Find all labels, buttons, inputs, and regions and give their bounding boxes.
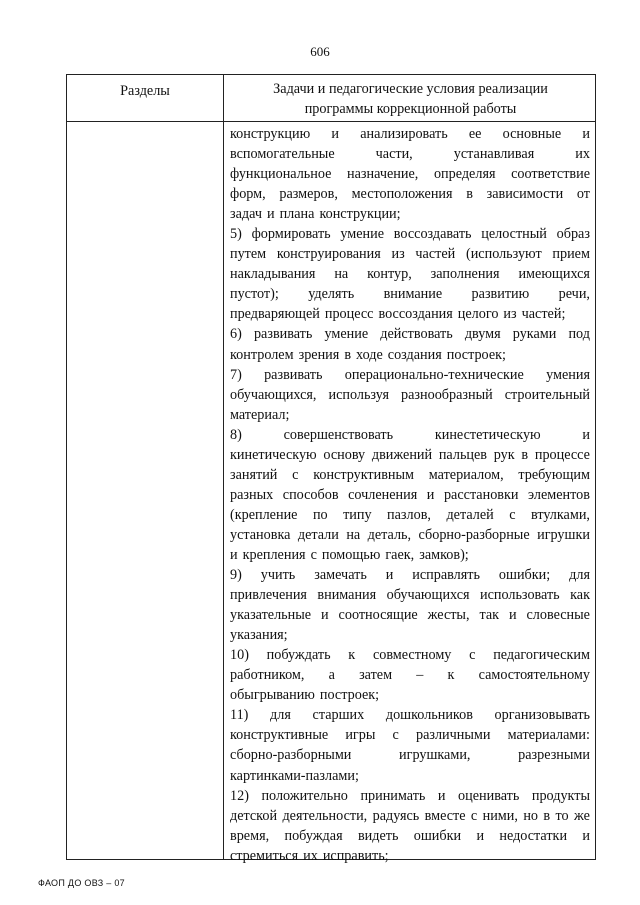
word: построек; [319,687,380,704]
word: ходе [356,346,383,363]
content-table [66,74,596,864]
header-tasks [224,79,597,119]
word: (используют [465,246,542,263]
word: замечать [314,567,367,584]
text-line [230,264,590,284]
word: материалом, [428,466,504,483]
tasks-text [230,124,590,866]
word: с [469,647,476,664]
word: расстановки [443,486,519,503]
word: форм, [230,186,266,203]
word: зрения [298,346,340,363]
word: с [310,546,317,563]
word: способов [282,486,339,503]
word: развитию [471,286,530,303]
word: различными [415,727,491,744]
word: же [574,807,590,824]
text-line [230,725,590,745]
header-tasks-line-2: программы коррекционной работы [304,101,517,117]
word: затем [359,667,393,684]
word: использовать [479,587,560,604]
word: ошибки [413,827,462,844]
word: внимание [383,286,443,303]
word: воссоздания [378,306,453,323]
word: материалами: [507,727,590,744]
text-line [230,665,590,685]
word: и [266,206,275,223]
word: а [328,667,335,684]
word: для [270,707,291,724]
text-line [230,284,590,304]
word: и [582,126,590,142]
word: и [230,546,238,563]
word: ее [468,126,482,142]
word: обыгрыванию [230,687,315,704]
word: рук [493,446,515,463]
word: построек; [446,346,506,363]
word: зависимости [486,186,564,203]
word: обучающихся, [230,386,317,403]
word: деталь, [367,526,412,543]
word: исправлять [412,567,480,584]
word: развивать [253,326,313,343]
text-line [230,204,590,224]
word: из [503,306,517,323]
word: детали [297,526,339,543]
header-divider [67,121,595,122]
word: конструкцию [230,126,311,142]
word: процесс [324,306,374,323]
word: деталей [446,506,494,523]
word: 9) [230,567,242,584]
word: картинками-пазлами; [230,767,359,784]
word: и [331,126,339,142]
column-divider [223,75,224,859]
word: и [508,607,517,624]
word: работником, [230,667,305,684]
page-number: 606 [310,44,330,59]
word: под [568,326,590,343]
text-line [230,425,590,445]
word: старших [312,707,365,724]
text-line [230,304,590,324]
text-line [230,445,590,465]
word: частей [415,246,456,263]
word: с [509,506,516,523]
text-line [230,545,590,565]
word: ними, [482,807,518,824]
word: разнообразный [401,386,493,403]
word: 10) [230,647,249,664]
word: руками [512,326,557,343]
word: обучающихся [386,587,470,604]
word: 12) [230,787,249,804]
word: определяя [433,166,496,183]
word: требующим [518,466,590,483]
word: целостный [481,226,547,243]
word: то [555,807,569,824]
word: к [348,647,356,664]
word: и [437,787,446,804]
word: кинетическую [230,446,317,463]
word: крепления [242,546,306,563]
word: пустот); [230,286,279,303]
word: 7) [230,366,242,383]
word: в [521,446,529,463]
header-sections: Разделы [120,83,170,99]
text-line [230,485,590,505]
word: радуясь [372,807,420,824]
word: местоположения [351,186,453,203]
word: пальцев [438,446,487,463]
word: в [466,186,473,203]
text-line [230,585,590,605]
word: 5) [230,226,242,243]
word: (крепление [230,506,298,523]
word: игрушками, [399,747,471,764]
word: накладывания [230,266,316,283]
word: игрушки [537,526,590,543]
word: движений [371,446,433,463]
word: уделять [308,286,355,303]
header-tasks-line-1: Задачи и педагогические условия реализации [273,81,548,97]
word: их [303,847,318,864]
word: на [334,266,349,283]
text-line [230,745,590,765]
word: образ [556,226,590,243]
word: их [575,146,590,163]
word: предваряющей [230,306,320,323]
word: используя [328,386,389,403]
text-line [230,605,590,625]
word: операционально-технические [344,366,524,383]
word: назначение, [347,166,419,183]
word: от [576,186,590,203]
word: установка [230,526,291,543]
word: по [312,506,328,523]
text-line [230,324,590,344]
word: разрезными [518,747,590,764]
word: соотносящие [338,607,418,624]
word: замков); [419,546,469,563]
word: прием [552,246,590,263]
word: пазлов, [387,506,431,523]
text-line [230,806,590,826]
text-line [230,345,590,365]
text-line [230,224,590,244]
word: для [569,567,590,584]
word: видеть [357,827,399,844]
word: жесты, [427,607,470,624]
word: двумя [464,326,501,343]
word: совершенствовать [283,426,394,443]
word: устанавливая [453,146,535,163]
word: занятий [230,466,278,483]
word: конструктивным [313,466,415,483]
word: указания; [230,627,288,644]
word: совместному [372,647,452,664]
word: словесные [526,607,590,624]
text-line [230,826,590,846]
word: действовать [380,326,453,343]
word: организовывать [494,707,590,724]
word: и [426,486,435,503]
word: побуждать [266,647,331,664]
word: педагогическим [493,647,590,664]
text-line [230,124,590,144]
word: 11) [230,707,249,724]
word: и [321,607,329,624]
word: как [570,587,590,604]
word: привлечения [230,587,307,604]
word: путем [230,246,267,263]
word: и [476,827,485,844]
word: функциональное [230,166,332,183]
word: с [392,727,399,744]
word: процессе [534,446,590,463]
word: вспомогательные [230,146,335,163]
word: из [391,246,405,263]
word: сочленения [348,486,418,503]
word: с [292,466,299,483]
word: строительный [504,386,590,403]
text-line [230,244,590,264]
word: сборно-разборными [230,747,352,764]
word: с [470,807,478,824]
word: умения [546,366,590,383]
word: типу [343,506,372,523]
word: положительно [261,787,348,804]
word: воссоздавать [393,226,472,243]
word: – [416,667,424,684]
word: основные [502,126,562,142]
word: стремиться [230,847,299,864]
word: контур, [367,266,412,283]
word: время, [230,827,270,844]
word: но [523,807,539,824]
word: создания [387,346,442,363]
text-line [230,625,590,645]
text-line [230,405,590,425]
word: побуждая [284,827,343,844]
text-line [230,786,590,806]
word: ошибки; [498,567,551,584]
word: целого [457,306,499,323]
word: умение [324,326,369,343]
text-line [230,685,590,705]
text-line [230,465,590,485]
word: имеющихся [518,266,590,283]
text-line [230,365,590,385]
text-line [230,144,590,164]
word: продукты [531,787,590,804]
word: исправить; [322,847,389,864]
text-line [230,184,590,204]
word: развивать [264,366,323,383]
word: формировать [251,226,331,243]
word: и [582,827,590,844]
word: к [447,667,455,684]
word: дошкольников [385,707,473,724]
text-line [230,525,590,545]
word: плана [279,206,315,223]
word: недостатки [499,827,568,844]
word: основу [323,446,366,463]
word: задач [230,206,262,223]
word: игры [345,727,376,744]
word: сборно-разборные [418,526,530,543]
word: частей; [521,306,566,323]
word: самостоятельному [478,667,590,684]
word: указательные [230,607,312,624]
word: умение [340,226,385,243]
word: размеров, [279,186,338,203]
text-line [230,164,590,184]
word: детской [230,807,278,824]
word: втулками, [530,506,590,523]
word: материал; [230,406,290,423]
text-line [230,846,590,866]
word: принимать [360,787,426,804]
word: кинестетическую [434,426,541,443]
word: анализировать [360,126,448,142]
text-line [230,565,590,585]
text-line [230,385,590,405]
text-line [230,766,590,786]
word: соответствие [511,166,590,183]
word: деятельности, [282,807,368,824]
word: разных [230,486,274,503]
word: конструктивные [230,727,329,744]
word: и [582,426,590,443]
word: в [344,346,352,363]
word: внимания [317,587,377,604]
word: учить [260,567,296,584]
word: конструкции; [319,206,401,223]
word: речи, [558,286,590,303]
text-line [230,645,590,665]
word: помощью [321,546,381,563]
word: так [479,607,500,624]
footer-doc-code: ФАОП ДО ОВЗ – 07 [38,878,125,888]
word: 8) [230,426,242,443]
text-line [230,705,590,725]
word: и [385,567,394,584]
word: контролем [230,346,294,363]
text-line [230,505,590,525]
word: элементов [528,486,590,503]
word: заполнения [430,266,500,283]
word: на [346,526,361,543]
word: части, [375,146,413,163]
word: в [543,807,551,824]
word: конструирования [276,246,381,263]
word: гаек, [385,546,415,563]
word: вместе [424,807,466,824]
word: 6) [230,326,242,343]
word: оценивать [458,787,520,804]
